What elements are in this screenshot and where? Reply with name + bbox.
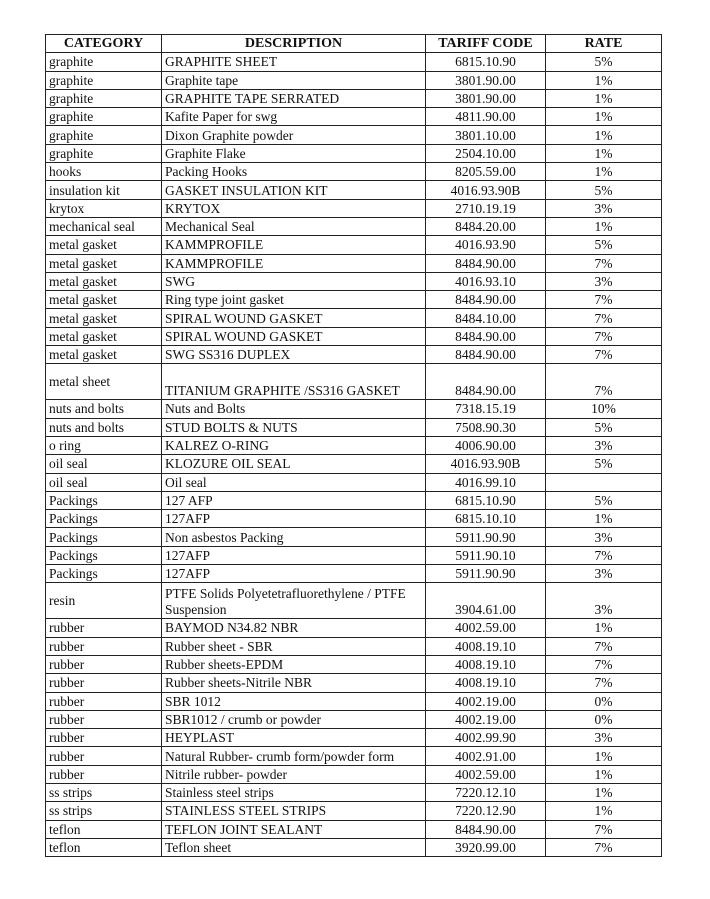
table-row xyxy=(46,455,662,473)
table-row xyxy=(46,272,662,290)
description-cell: TITANIUM GRAPHITE /SS316 GASKET xyxy=(162,364,426,400)
description-cell: PTFE Solids Polyetetrafluorethylene / PTFE Suspension xyxy=(162,583,426,619)
description-cell: HEYPLAST xyxy=(162,729,426,747)
description-cell: SPIRAL WOUND GASKET xyxy=(162,309,426,327)
description-cell: Teflon sheet xyxy=(162,838,426,856)
category-cell: graphite xyxy=(46,144,162,162)
description-cell: Packing Hooks xyxy=(162,163,426,181)
tariff-code-cell: 4002.99.90 xyxy=(426,729,546,747)
table-header-row xyxy=(46,35,662,53)
description-cell: 127 AFP xyxy=(162,491,426,509)
table-row xyxy=(46,217,662,235)
rate-cell: 5% xyxy=(546,236,662,254)
category-cell: metal gasket xyxy=(46,327,162,345)
table-row xyxy=(46,108,662,126)
rate-cell: 7% xyxy=(546,254,662,272)
tariff-code-cell: 8484.90.00 xyxy=(426,291,546,309)
table-row xyxy=(46,528,662,546)
tariff-code-cell: 8484.90.00 xyxy=(426,327,546,345)
description-cell: Graphite Flake xyxy=(162,144,426,162)
description-cell: Rubber sheets-Nitrile NBR xyxy=(162,674,426,692)
table-row xyxy=(46,309,662,327)
tariff-code-cell: 4002.19.00 xyxy=(426,692,546,710)
rate-cell: 3% xyxy=(546,583,662,619)
rate-cell: 10% xyxy=(546,400,662,418)
tariff-code-cell: 4002.91.00 xyxy=(426,747,546,765)
rate-cell: 1% xyxy=(546,619,662,637)
tariff-code-cell: 3920.99.00 xyxy=(426,838,546,856)
category-cell: rubber xyxy=(46,674,162,692)
tariff-code-cell: 3801.90.00 xyxy=(426,89,546,107)
category-cell: teflon xyxy=(46,838,162,856)
table-row xyxy=(46,89,662,107)
header-category: CATEGORY xyxy=(46,35,162,53)
rate-cell: 1% xyxy=(546,144,662,162)
rate-cell: 7% xyxy=(546,364,662,400)
table-row xyxy=(46,583,662,619)
header-tariff-code: TARIFF CODE xyxy=(426,35,546,53)
tariff-code-cell: 7508.90.30 xyxy=(426,418,546,436)
category-cell: Packings xyxy=(46,491,162,509)
tariff-code-cell: 5911.90.10 xyxy=(426,546,546,564)
tariff-code-cell: 6815.10.10 xyxy=(426,510,546,528)
category-cell: oil seal xyxy=(46,473,162,491)
description-cell: KALREZ O-RING xyxy=(162,436,426,454)
rate-cell: 1% xyxy=(546,71,662,89)
table-row xyxy=(46,53,662,71)
category-cell: mechanical seal xyxy=(46,217,162,235)
table-row xyxy=(46,473,662,491)
description-cell: Rubber sheet - SBR xyxy=(162,637,426,655)
tariff-code-cell: 4016.93.10 xyxy=(426,272,546,290)
table-row xyxy=(46,291,662,309)
description-cell: 127AFP xyxy=(162,510,426,528)
rate-cell: 7% xyxy=(546,838,662,856)
header-rate: RATE xyxy=(546,35,662,53)
table-row xyxy=(46,674,662,692)
rate-cell: 3% xyxy=(546,199,662,217)
category-cell: rubber xyxy=(46,692,162,710)
rate-cell: 1% xyxy=(546,126,662,144)
description-cell: KLOZURE OIL SEAL xyxy=(162,455,426,473)
table-row xyxy=(46,144,662,162)
description-cell: Rubber sheets-EPDM xyxy=(162,655,426,673)
description-cell: 127AFP xyxy=(162,546,426,564)
description-cell: Nitrile rubber- powder xyxy=(162,765,426,783)
table-row xyxy=(46,418,662,436)
category-cell: metal gasket xyxy=(46,236,162,254)
category-cell: nuts and bolts xyxy=(46,400,162,418)
rate-cell: 5% xyxy=(546,418,662,436)
table-row xyxy=(46,637,662,655)
table-row xyxy=(46,729,662,747)
table-row xyxy=(46,692,662,710)
table-row xyxy=(46,783,662,801)
category-cell: graphite xyxy=(46,108,162,126)
tariff-code-cell: 6815.10.90 xyxy=(426,491,546,509)
description-cell: BAYMOD N34.82 NBR xyxy=(162,619,426,637)
rate-cell: 1% xyxy=(546,802,662,820)
tariff-code-cell: 4016.99.10 xyxy=(426,473,546,491)
rate-cell: 7% xyxy=(546,291,662,309)
table-row xyxy=(46,565,662,583)
category-cell: teflon xyxy=(46,820,162,838)
description-cell: SPIRAL WOUND GASKET xyxy=(162,327,426,345)
table-row xyxy=(46,126,662,144)
table-row xyxy=(46,747,662,765)
tariff-code-cell: 8205.59.00 xyxy=(426,163,546,181)
description-cell: Non asbestos Packing xyxy=(162,528,426,546)
table-row xyxy=(46,546,662,564)
table-row xyxy=(46,254,662,272)
rate-cell: 7% xyxy=(546,346,662,364)
category-cell: o ring xyxy=(46,436,162,454)
tariff-code-cell: 4016.93.90B xyxy=(426,455,546,473)
rate-cell: 7% xyxy=(546,637,662,655)
category-cell: rubber xyxy=(46,619,162,637)
category-cell: rubber xyxy=(46,637,162,655)
description-cell: 127AFP xyxy=(162,565,426,583)
tariff-code-cell: 4008.19.10 xyxy=(426,655,546,673)
description-cell: Mechanical Seal xyxy=(162,217,426,235)
category-cell: Packings xyxy=(46,546,162,564)
tariff-code-cell: 7318.15.19 xyxy=(426,400,546,418)
description-cell: GRAPHITE SHEET xyxy=(162,53,426,71)
category-cell: graphite xyxy=(46,89,162,107)
rate-cell: 3% xyxy=(546,565,662,583)
tariff-code-cell: 7220.12.90 xyxy=(426,802,546,820)
tariff-code-cell: 3801.10.00 xyxy=(426,126,546,144)
description-cell: GRAPHITE TAPE SERRATED xyxy=(162,89,426,107)
tariff-code-cell: 4002.59.00 xyxy=(426,765,546,783)
table-row xyxy=(46,655,662,673)
category-cell: metal gasket xyxy=(46,309,162,327)
table-row xyxy=(46,491,662,509)
table-row xyxy=(46,236,662,254)
table-row xyxy=(46,619,662,637)
category-cell: rubber xyxy=(46,765,162,783)
category-cell: oil seal xyxy=(46,455,162,473)
table-row xyxy=(46,71,662,89)
description-cell: STUD BOLTS & NUTS xyxy=(162,418,426,436)
category-cell: metal sheet xyxy=(46,364,162,400)
rate-cell: 0% xyxy=(546,710,662,728)
table-body xyxy=(46,53,662,857)
tariff-code-cell: 2504.10.00 xyxy=(426,144,546,162)
tariff-code-cell: 4002.59.00 xyxy=(426,619,546,637)
rate-cell: 7% xyxy=(546,546,662,564)
rate-cell: 3% xyxy=(546,272,662,290)
tariff-code-cell: 4002.19.00 xyxy=(426,710,546,728)
description-cell: SBR 1012 xyxy=(162,692,426,710)
description-cell: Dixon Graphite powder xyxy=(162,126,426,144)
table-row xyxy=(46,820,662,838)
category-cell: metal gasket xyxy=(46,346,162,364)
description-cell: Oil seal xyxy=(162,473,426,491)
rate-cell: 0% xyxy=(546,692,662,710)
tariff-code-cell: 4811.90.00 xyxy=(426,108,546,126)
tariff-code-cell: 5911.90.90 xyxy=(426,528,546,546)
tariff-document xyxy=(45,34,661,857)
rate-cell: 3% xyxy=(546,436,662,454)
tariff-code-cell: 5911.90.90 xyxy=(426,565,546,583)
category-cell: resin xyxy=(46,583,162,619)
tariff-code-cell: 8484.20.00 xyxy=(426,217,546,235)
table-row xyxy=(46,802,662,820)
description-cell: Ring type joint gasket xyxy=(162,291,426,309)
category-cell: hooks xyxy=(46,163,162,181)
rate-cell: 1% xyxy=(546,217,662,235)
description-cell: Kafite Paper for swg xyxy=(162,108,426,126)
rate-cell: 1% xyxy=(546,783,662,801)
description-cell: Nuts and Bolts xyxy=(162,400,426,418)
description-cell: SBR1012 / crumb or powder xyxy=(162,710,426,728)
table-row xyxy=(46,436,662,454)
rate-cell: 5% xyxy=(546,491,662,509)
rate-cell: 7% xyxy=(546,655,662,673)
table-row xyxy=(46,765,662,783)
category-cell: rubber xyxy=(46,710,162,728)
rate-cell: 7% xyxy=(546,674,662,692)
category-cell: graphite xyxy=(46,53,162,71)
rate-cell: 1% xyxy=(546,765,662,783)
category-cell: metal gasket xyxy=(46,291,162,309)
table-row xyxy=(46,181,662,199)
category-cell: metal gasket xyxy=(46,254,162,272)
description-cell: KRYTOX xyxy=(162,199,426,217)
tariff-code-cell: 8484.90.00 xyxy=(426,254,546,272)
description-cell: SWG SS316 DUPLEX xyxy=(162,346,426,364)
tariff-code-cell: 4008.19.10 xyxy=(426,637,546,655)
description-cell: Graphite tape xyxy=(162,71,426,89)
tariff-code-cell: 4006.90.00 xyxy=(426,436,546,454)
category-cell: graphite xyxy=(46,71,162,89)
tariff-code-cell: 4016.93.90B xyxy=(426,181,546,199)
tariff-code-cell: 8484.90.00 xyxy=(426,346,546,364)
description-cell: Natural Rubber- crumb form/powder form xyxy=(162,747,426,765)
tariff-code-cell: 6815.10.90 xyxy=(426,53,546,71)
tariff-code-cell: 3801.90.00 xyxy=(426,71,546,89)
rate-cell: 7% xyxy=(546,327,662,345)
description-cell: KAMMPROFILE xyxy=(162,236,426,254)
tariff-code-cell: 8484.90.00 xyxy=(426,820,546,838)
rate-cell: 1% xyxy=(546,747,662,765)
table-row xyxy=(46,510,662,528)
category-cell: rubber xyxy=(46,655,162,673)
category-cell: Packings xyxy=(46,565,162,583)
description-cell: KAMMPROFILE xyxy=(162,254,426,272)
rate-cell: 5% xyxy=(546,53,662,71)
tariff-code-cell: 4008.19.10 xyxy=(426,674,546,692)
table-row xyxy=(46,163,662,181)
tariff-code-cell: 2710.19.19 xyxy=(426,199,546,217)
rate-cell: 3% xyxy=(546,729,662,747)
category-cell: rubber xyxy=(46,729,162,747)
table-row xyxy=(46,400,662,418)
rate-cell: 1% xyxy=(546,89,662,107)
description-cell: STAINLESS STEEL STRIPS xyxy=(162,802,426,820)
tariff-code-cell: 3904.61.00 xyxy=(426,583,546,619)
table-row xyxy=(46,327,662,345)
description-cell: TEFLON JOINT SEALANT xyxy=(162,820,426,838)
category-cell: ss strips xyxy=(46,802,162,820)
tariff-table xyxy=(45,34,662,857)
rate-cell: 7% xyxy=(546,820,662,838)
category-cell: krytox xyxy=(46,199,162,217)
tariff-code-cell: 8484.10.00 xyxy=(426,309,546,327)
rate-cell: 3% xyxy=(546,528,662,546)
rate-cell: 1% xyxy=(546,510,662,528)
category-cell: Packings xyxy=(46,510,162,528)
table-row xyxy=(46,346,662,364)
category-cell: ss strips xyxy=(46,783,162,801)
category-cell: rubber xyxy=(46,747,162,765)
description-cell: Stainless steel strips xyxy=(162,783,426,801)
rate-cell: 7% xyxy=(546,309,662,327)
category-cell: graphite xyxy=(46,126,162,144)
tariff-code-cell: 7220.12.10 xyxy=(426,783,546,801)
table-row xyxy=(46,710,662,728)
table-row xyxy=(46,199,662,217)
category-cell: insulation kit xyxy=(46,181,162,199)
header-description: DESCRIPTION xyxy=(162,35,426,53)
description-cell: SWG xyxy=(162,272,426,290)
rate-cell: 1% xyxy=(546,163,662,181)
table-row xyxy=(46,838,662,856)
tariff-code-cell: 4016.93.90 xyxy=(426,236,546,254)
table-row xyxy=(46,364,662,400)
category-cell: Packings xyxy=(46,528,162,546)
rate-cell: 5% xyxy=(546,181,662,199)
tariff-code-cell: 8484.90.00 xyxy=(426,364,546,400)
rate-cell: 1% xyxy=(546,108,662,126)
rate-cell xyxy=(546,473,662,491)
rate-cell: 5% xyxy=(546,455,662,473)
category-cell: metal gasket xyxy=(46,272,162,290)
category-cell: nuts and bolts xyxy=(46,418,162,436)
description-cell: GASKET INSULATION KIT xyxy=(162,181,426,199)
